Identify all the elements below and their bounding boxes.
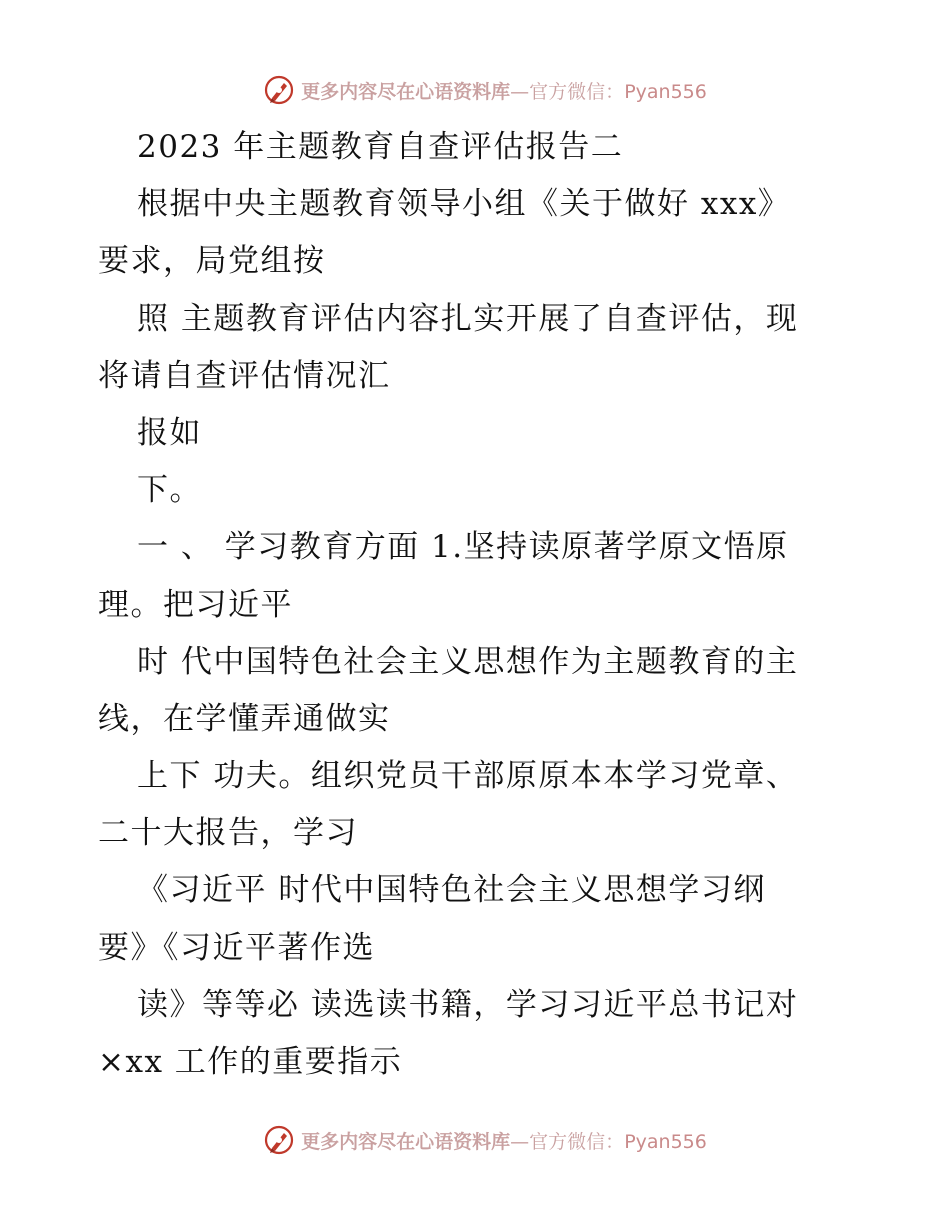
document-body xyxy=(98,119,850,1091)
document-line: 下。 xyxy=(137,472,202,509)
document-line: 一 、 学习教育方面 1.坚持读原著学原文悟原 xyxy=(137,529,789,566)
watermark-dash: — xyxy=(510,80,530,103)
document-line: 2023 年主题教育自查评估报告二 xyxy=(137,129,624,165)
pen-logo-icon xyxy=(263,74,295,106)
watermark-inner xyxy=(263,1124,707,1156)
document-line: 上下 功夫。组织党员干部原原本本学习党章、 xyxy=(137,758,799,795)
document-line: 将请自查评估情况汇 xyxy=(98,357,391,394)
watermark-text xyxy=(301,1127,707,1154)
watermark-wechat-label: 官方微信： xyxy=(529,80,625,103)
document-line: 要求，局党组按 xyxy=(98,243,326,280)
watermark-inner xyxy=(263,74,707,106)
document-line: 二十大报告，学习 xyxy=(98,815,358,852)
document-line: 理。把习近平 xyxy=(98,586,293,623)
watermark-text xyxy=(301,77,707,104)
document-line: 根据中央主题教育领导小组《关于做好 xxx》 xyxy=(137,186,791,223)
document-line: 读》等等必 读选读书籍，学习习近平总书记对 xyxy=(137,986,799,1023)
document-line: ×xx 工作的重要指示 xyxy=(98,1044,403,1080)
watermark-wechat-id: Pyan556 xyxy=(624,80,707,103)
document-line: 要》《习近平著作选 xyxy=(98,929,375,966)
document-line: 线，在学懂弄通做实 xyxy=(98,700,391,737)
watermark-dash: — xyxy=(510,1130,530,1153)
watermark-banner-bottom xyxy=(0,1120,950,1160)
watermark-wechat-id: Pyan556 xyxy=(624,1130,707,1153)
watermark-wechat-label: 官方微信： xyxy=(529,1130,625,1153)
pen-logo-icon xyxy=(263,1124,295,1156)
watermark-banner-top xyxy=(0,70,950,110)
watermark-site-name: 更多内容尽在心语资料库 xyxy=(301,1130,511,1153)
document-line: 照 主题教育评估内容扎实开展了自查评估，现 xyxy=(137,300,799,337)
document-line: 报如 xyxy=(137,414,202,451)
document-line: 时 代中国特色社会主义思想作为主题教育的主 xyxy=(137,643,799,680)
document-line: 《习近平 时代中国特色社会主义思想学习纲 xyxy=(137,872,766,909)
watermark-site-name: 更多内容尽在心语资料库 xyxy=(301,80,511,103)
